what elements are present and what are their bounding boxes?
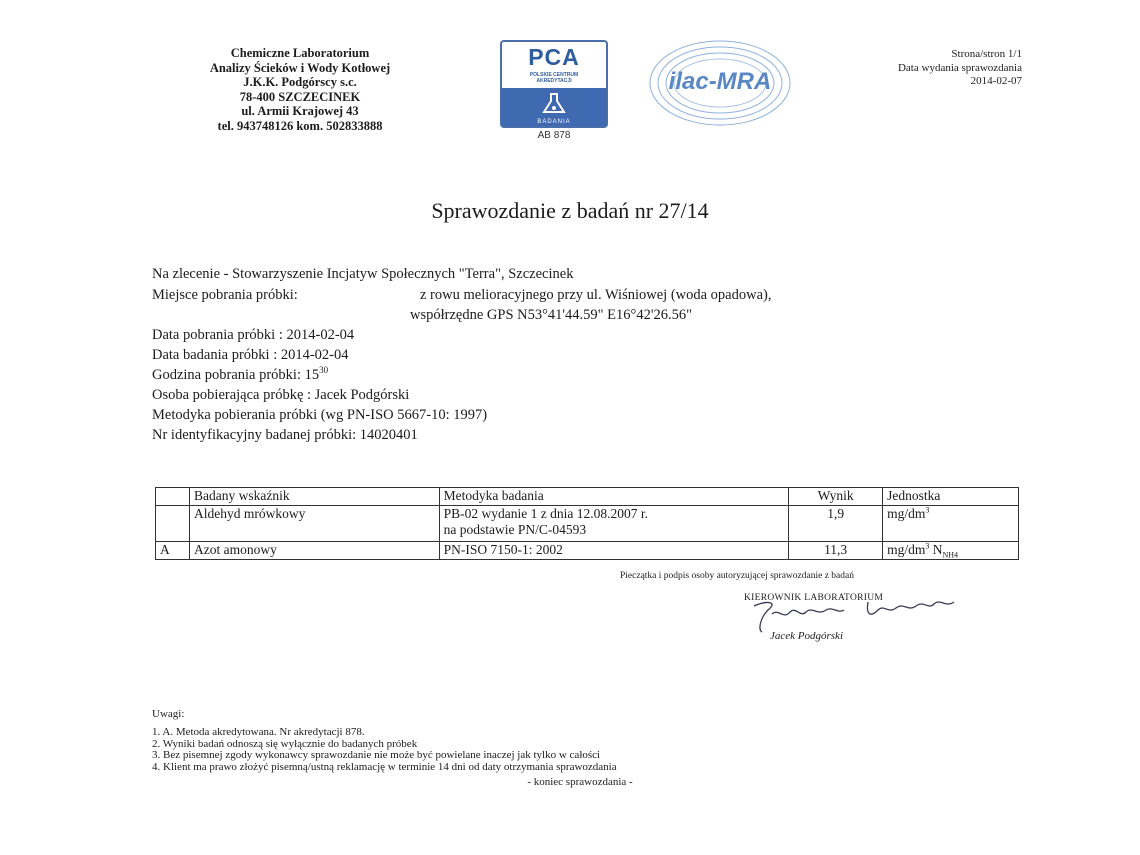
note-item: 4. Klient ma prawo złożyć pisemną/ustną reklamację w terminie 14 dni od daty otrzymania sprawozdania (152, 760, 617, 773)
lab-street-line: ul. Armii Krajowej 43 (241, 104, 359, 119)
method-line: PB-02 wydanie 1 z dnia 12.08.2007 r. (443, 506, 649, 521)
gps-coordinates: współrzędne GPS N53°41'44.59" E16°42'26.56" (410, 307, 692, 323)
table-header-cell: Wynik (789, 488, 883, 506)
unit-superscript: 3 (925, 541, 930, 551)
table-cell-result: 1,9 (789, 506, 883, 542)
pca-logo-badania: BADANIA (537, 119, 571, 125)
table-header-cell (156, 488, 190, 506)
ilac-mra-logo (645, 38, 795, 128)
pca-logo-sub1: POLSKIE CENTRUM (529, 72, 579, 78)
results-table (155, 487, 1019, 560)
table-cell-unit (883, 506, 1019, 542)
sampling-place-label: Miejsce pobrania próbki: (152, 287, 298, 303)
table-cell-method (439, 542, 789, 560)
test-date: Data badania próbki : 2014-02-04 (152, 347, 349, 363)
sampling-method: Metodyka pobierania próbki (wg PN-ISO 5667-10: 1997) (152, 407, 488, 423)
table-header-cell: Metodyka badania (439, 488, 789, 506)
stamp-note: Pieczątka i podpis osoby autoryzującej sprawozdanie z badań (620, 571, 854, 581)
notes-label: Uwagi: (152, 708, 185, 720)
note-item: 3. Bez pisemnej zgody wykonawcy sprawozdanie nie może być powielane inaczej jak tylko w całości (152, 749, 601, 762)
page-count: Strona/stron 1/1 (951, 48, 1022, 60)
sampling-date: Data pobrania próbki : 2014-02-04 (152, 327, 355, 343)
lab-head-role: KIEROWNIK LABORATORIUM (744, 593, 884, 603)
lab-name-line: Chemiczne Laboratorium (230, 46, 370, 60)
unit-text: mg/dm (887, 542, 926, 557)
unit-superscript: 3 (925, 505, 930, 515)
table-cell-indicator: Aldehyd mrówkowy (189, 506, 439, 542)
sampling-person: Osoba pobierająca próbkę : Jacek Podgórski (152, 387, 410, 403)
unit-text: mg/dm (887, 506, 926, 521)
sampling-hour (152, 367, 328, 384)
table-header-row (156, 488, 1019, 506)
lab-head-name: Jacek Podgórski (770, 630, 843, 642)
lab-address-block (140, 46, 460, 134)
method-line: PN-ISO 7150-1: 2002 (443, 542, 563, 557)
table-header-cell: Badany wskaźnik (189, 488, 439, 506)
pca-logo-subtitle (502, 72, 606, 84)
sampling-hour-minutes: 30 (319, 365, 329, 376)
pca-logo-word: PCA (528, 44, 580, 70)
flask-icon (540, 92, 568, 116)
issue-date: 2014-02-07 (970, 75, 1022, 87)
method-line: na podstawie PN/C-04593 (443, 522, 587, 537)
notes-list (152, 727, 617, 773)
table-row (156, 506, 1019, 542)
lab-postcode-line: 78-400 SZCZECINEK (239, 89, 361, 104)
sampling-hour-label: Godzina pobrania próbki: 15 (152, 367, 320, 383)
report-title: Sprawozdanie z badań nr 27/14 (431, 198, 709, 223)
ilac-logo-text: ilac-MRA (668, 68, 772, 95)
lab-owner-line: J.K.K. Podgórscy s.c. (243, 75, 357, 90)
pca-logo-band (502, 88, 606, 126)
accreditation-number: AB 878 (537, 130, 571, 141)
note-item: 2. Wyniki badań odnoszą się wyłącznie do badanych próbek (152, 737, 418, 750)
table-cell-indicator: Azot amonowy (189, 542, 439, 560)
table-cell-mark: A (156, 542, 190, 560)
issue-date-label: Data wydania sprawozdania (897, 61, 1022, 74)
sampling-place-value: z rowu melioracyjnego przy ul. Wiśniowej (woda opadowa), (420, 287, 772, 303)
client-line: Na zlecenie - Stowarzyszenie Incjatyw Społecznych "Terra", Szczecinek (152, 266, 574, 282)
lab-phone-line: tel. 943748126 kom. 502833888 (217, 118, 383, 133)
table-cell-result: 11,3 (789, 542, 883, 560)
sample-id: Nr identyfikacyjny badanej próbki: 14020401 (152, 427, 418, 443)
pca-logo-sub2: AKREDYTACJI (536, 78, 572, 84)
report-end: - koniec sprawozdania - (527, 776, 633, 788)
unit-tail: N (929, 542, 943, 557)
table-cell-unit (883, 542, 1019, 560)
table-cell-mark (156, 506, 190, 542)
note-item: 1. A. Metoda akredytowana. Nr akredytacji 878. (152, 726, 365, 738)
table-header-cell: Jednostka (883, 488, 1019, 506)
unit-subscript: NH4 (942, 550, 959, 560)
table-row (156, 542, 1019, 560)
pca-accreditation-logo (500, 40, 608, 128)
lab-name-line: Analizy Ścieków i Wody Kotłowej (209, 60, 391, 75)
report-meta (820, 48, 1022, 89)
table-cell-method (439, 506, 789, 542)
